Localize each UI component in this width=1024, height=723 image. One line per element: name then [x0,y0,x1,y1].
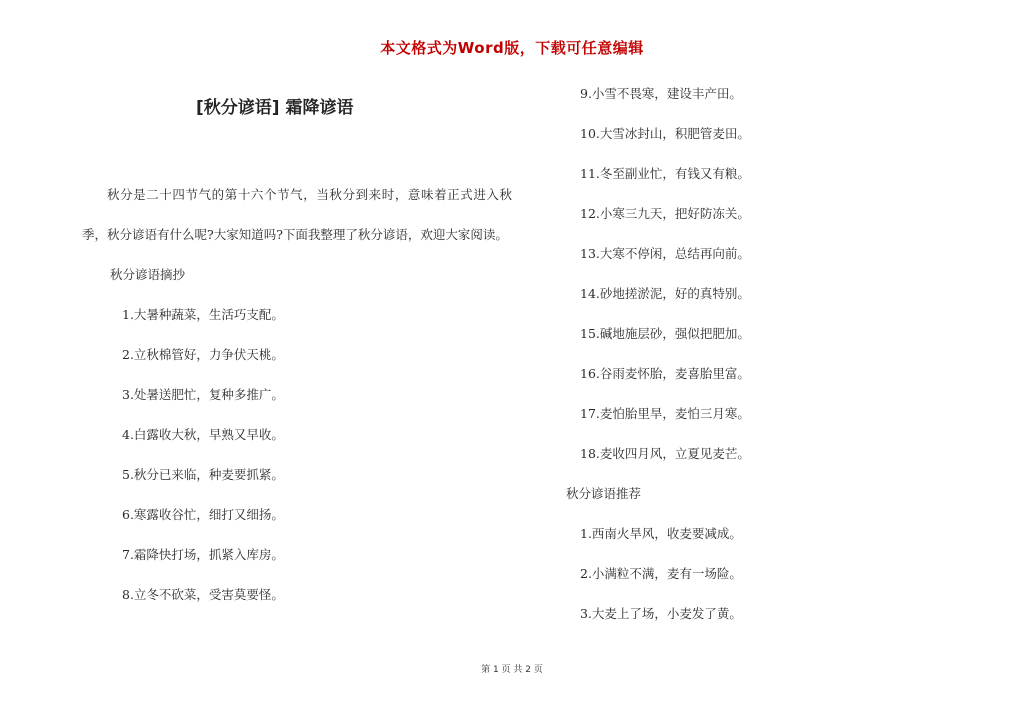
proverb-item: 6.寒露收谷忙，细打又细扬。 [122,507,284,522]
proverb-item: 1.大暑种蔬菜，生活巧支配。 [122,307,284,322]
page-number: 第 1 页 共 2 页 [481,665,543,675]
section-heading-excerpts: 秋分谚语摘抄 [110,267,186,282]
proverb-item: 15.碱地施层砂，强似把肥加。 [580,326,750,341]
proverb-item: 7.霜降快打场，抓紧入库房。 [122,547,284,562]
proverb-item: 14.砂地搓淤泥，好的真特别。 [580,286,750,301]
proverb-item: 9.小雪不畏寒，建设丰产田。 [580,86,742,101]
download-banner: 本文格式为Word版，下载可任意编辑 [380,39,644,57]
proverb-item: 2.立秋棉管好，力争伏天桃。 [122,347,284,362]
proverb-item: 2.小满粒不满，麦有一场险。 [580,566,742,581]
intro-paragraph: 秋分是二十四节气的第十六个节气，当秋分到来时，意味着正式进入秋季，秋分谚语有什么呢?大家知道吗?下面我整理了秋分谚语，欢迎大家阅读。 [82,187,512,242]
document-title: [秋分谚语] 霜降谚语 [196,98,354,118]
left-column [82,175,512,615]
proverb-item: 17.麦怕胎里旱，麦怕三月寒。 [580,406,750,421]
proverb-item: 16.谷雨麦怀胎，麦喜胎里富。 [580,366,750,381]
section-heading-recommend: 秋分谚语推荐 [566,486,642,501]
proverb-item: 4.白露收大秋，早熟又早收。 [122,427,284,442]
proverb-item: 18.麦收四月风，立夏见麦芒。 [580,446,750,461]
proverb-item: 13.大寒不停闲，总结再向前。 [580,246,750,261]
proverb-item: 8.立冬不砍菜，受害莫要怪。 [122,587,284,602]
proverb-item: 11.冬至副业忙，有钱又有粮。 [580,166,750,181]
proverb-item: 3.大麦上了场，小麦发了黄。 [580,606,742,621]
right-column [566,74,986,634]
proverb-item: 10.大雪冰封山，积肥管麦田。 [580,126,750,141]
proverb-item: 12.小寒三九天，把好防冻关。 [580,206,750,221]
proverb-item: 1.西南火旱风，收麦要减成。 [580,526,742,541]
proverb-item: 3.处暑送肥忙，复种多推广。 [122,387,284,402]
proverb-item: 5.秋分已来临，种麦要抓紧。 [122,467,284,482]
